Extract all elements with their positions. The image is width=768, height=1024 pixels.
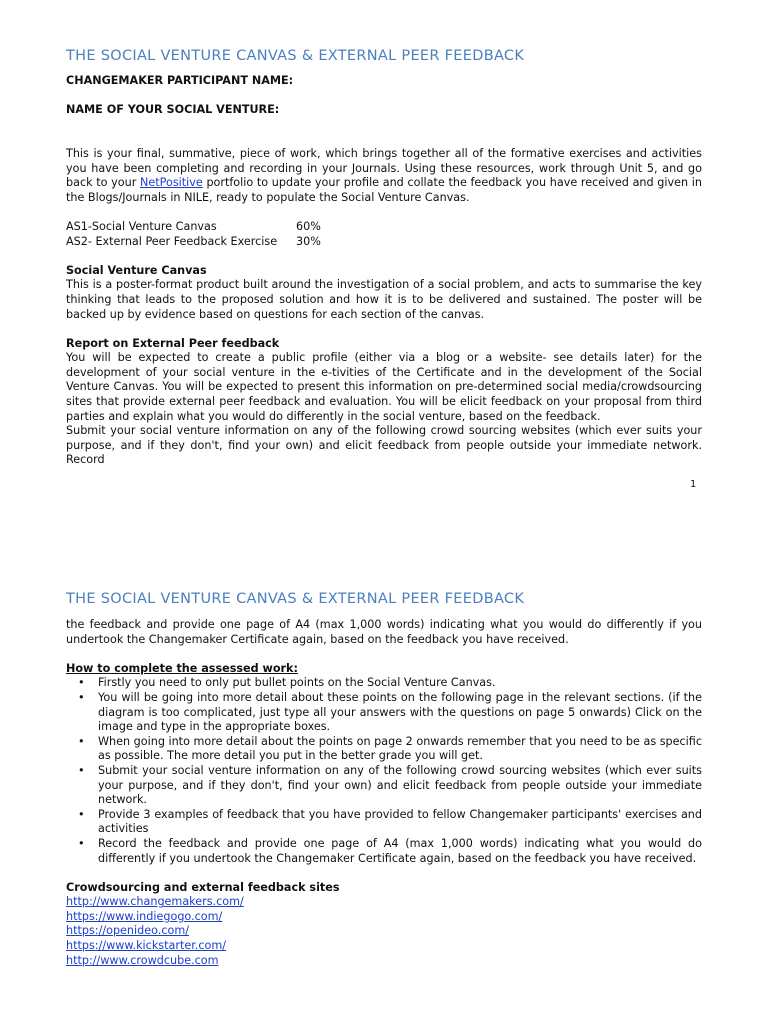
participant-name-label: CHANGEMAKER PARTICIPANT NAME: — [66, 74, 294, 87]
netpositive-link[interactable]: NetPositive — [140, 176, 203, 190]
document-page-2 — [0, 540, 768, 1024]
instructions-list — [66, 676, 702, 866]
assessment-name: AS1-Social Venture Canvas — [66, 219, 217, 233]
assessment-row-2 — [66, 235, 702, 250]
list-item: • Provide 3 examples of feedback that you have provided to fellow Changemaker participants' exercises and activities — [98, 808, 702, 837]
openideo-link[interactable]: https://openideo.com/ — [66, 924, 189, 938]
list-item: • You will be going into more detail about these points on the following page in the relevant sections. (if the diagram is too complicated, just type all your answers with the questions on page 5 onwards) Click on the image and type in the appropriate boxes. — [98, 691, 702, 735]
page-2-body — [66, 618, 702, 968]
page-1-body — [66, 74, 702, 468]
list-item: • When going into more detail about the points on page 2 onwards remember that you need to be as specific as possible. The more detail you put in the better grade you will get. — [98, 735, 702, 764]
list-item: • Firstly you need to only put bullet points on the Social Venture Canvas. — [98, 676, 702, 691]
list-item: • Record the feedback and provide one page of A4 (max 1,000 words) indicating what you would do differently if you undertook the Changemaker Certificate again, based on the feedback you have received. — [98, 837, 702, 866]
indiegogo-link[interactable]: https://www.indiegogo.com/ — [66, 909, 223, 923]
sites-heading: Crowdsourcing and external feedback sites — [66, 880, 340, 894]
intro-text-start: This is your final, summative, piece of work, which brings together all of the formative exercises and activities you have been completing and recording in your Journals. Using these resources, work through Unit 5, and go back to your — [66, 146, 702, 190]
continuation-paragraph: the feedback and provide one page of A4 (max 1,000 words) indicating what you would do differently if you undertook the Changemaker Certificate again, based on the feedback you have received. — [66, 618, 702, 646]
venture-name-label: NAME OF YOUR SOCIAL VENTURE: — [66, 103, 280, 117]
assessment-weight: 60% — [296, 219, 321, 233]
assessment-name: AS2- External Peer Feedback Exercise — [66, 234, 278, 248]
sites-list — [66, 895, 702, 968]
list-item: • Submit your social venture information on any of the following crowd sourcing websites (which ever suits your purpose, and if they don't, find your own) and elicit feedback from people outside your immediate network. — [98, 764, 702, 808]
page-2-title: THE SOCIAL VENTURE CANVAS & EXTERNAL PEER FEEDBACK — [66, 591, 525, 607]
kickstarter-link[interactable]: https://www.kickstarter.com/ — [66, 939, 227, 953]
crowdcube-link[interactable]: http://www.crowdcube.com — [66, 953, 219, 967]
report-heading: Report on External Peer feedback — [66, 336, 280, 350]
intro-paragraph — [66, 147, 702, 205]
changemakers-link[interactable]: http://www.changemakers.com/ — [66, 895, 244, 909]
assessment-weight: 30% — [296, 234, 321, 248]
report-paragraph: You will be expected to create a public profile (either via a blog or a website- see details later) for the development of your social venture in the e-tivities of the Certificate and in the development of the Social Venture Canvas. You will be expected to present this information on pre-determined social media/crowdsourcing sites that provide external peer feedback and evaluation. You will be elicit feedback on your proposal from third parties and explain what you would do differently in the social venture, based on the feedback. — [66, 351, 702, 423]
page-number: 1 — [690, 479, 697, 490]
page-1-title: THE SOCIAL VENTURE CANVAS & EXTERNAL PEER FEEDBACK — [66, 48, 525, 64]
assessment-row-1 — [66, 220, 702, 235]
how-to-heading: How to complete the assessed work: — [66, 661, 298, 675]
canvas-paragraph: This is a poster-format product built around the investigation of a social problem, and acts to summarise the key thinking that leads to the proposed solution and how it is to be delivered and sustained. The poster will be backed up by evidence based on questions for each section of the canvas. — [66, 278, 702, 321]
submit-paragraph: Submit your social venture information on any of the following crowd sourcing websites (which ever suits your purpose, and if they don't, find your own) and elicit feedback from people outside your immediate network. Record — [66, 424, 702, 467]
canvas-heading: Social Venture Canvas — [66, 263, 207, 277]
intro-text-end: portfolio to update your profile and collate the feedback you have received and given in the Blogs/Journals in NILE, ready to populate the Social Venture Canvas. — [66, 176, 702, 204]
